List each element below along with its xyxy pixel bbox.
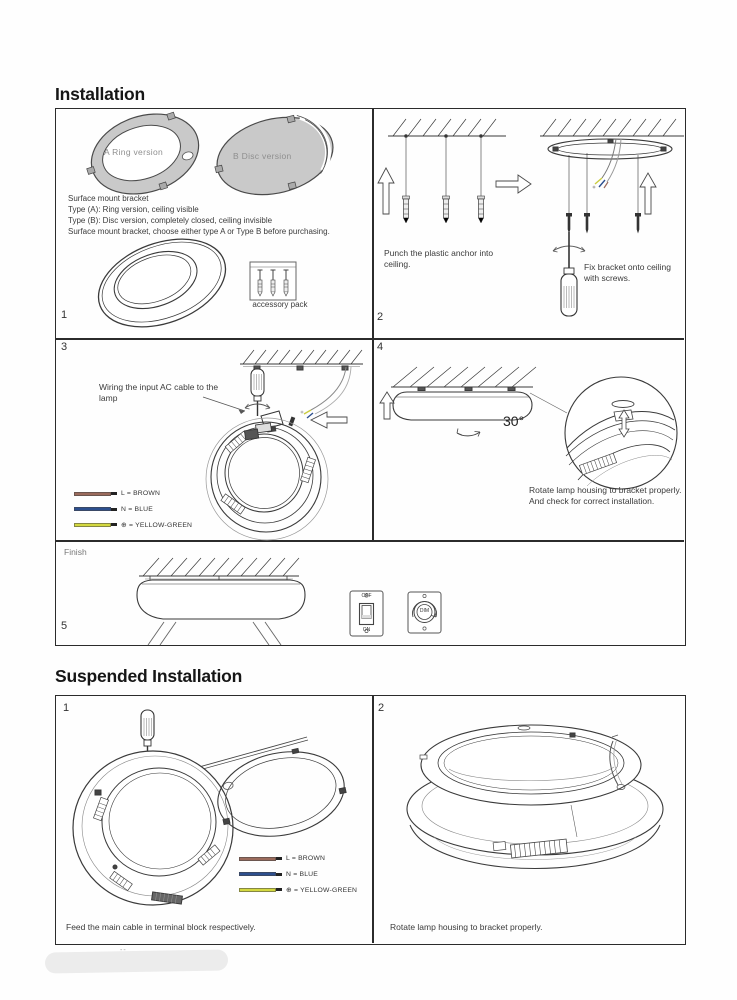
step-number: 3 <box>61 341 68 353</box>
wire-legend-row <box>74 486 192 502</box>
right-arrow-icon <box>496 175 531 193</box>
step-number: 4 <box>377 341 384 353</box>
input-wires <box>593 139 621 188</box>
bracket-a-label: A Ring version <box>104 147 164 157</box>
step-number: 1 <box>61 309 68 321</box>
step-number: 2 <box>378 702 385 714</box>
mounted-bracket-drawing <box>548 139 672 213</box>
suspended-step1-drawing <box>57 697 372 943</box>
wire-tip <box>111 508 117 511</box>
lamp-ring-drawing <box>86 223 237 343</box>
step4-caption: Rotate lamp housing to bracket properly. And check for correct installation. <box>529 485 682 506</box>
step2-caption-right: Fix bracket onto ceiling with screws. <box>584 262 671 283</box>
step2-caption-left: Punch the plastic anchor into ceiling. <box>384 248 494 269</box>
step4-drawing <box>373 340 686 540</box>
ac-cable <box>301 367 351 418</box>
screwdriver-icon <box>245 369 270 416</box>
wire-legend-label: N = BLUE <box>286 870 319 878</box>
wire-legend-label: L = BROWN <box>121 490 161 498</box>
wire-legend-label: ⊕ = YELLOW-GREEN <box>286 886 358 894</box>
lamp-housing-drawing <box>206 418 328 540</box>
wire-legend-row <box>239 882 357 898</box>
wire-legend-label: L = BROWN <box>286 855 326 863</box>
accessory-pack-label: accessory pack <box>252 300 308 309</box>
suspended-step1-caption: Feed the main cable in terminal block respectively. <box>66 922 256 932</box>
switch-on-label: ON <box>362 627 371 633</box>
ceiling-hatch <box>139 558 299 581</box>
up-arrow-icon <box>380 392 394 419</box>
wire-legend-row <box>74 502 192 518</box>
wire-legend-row <box>239 851 357 867</box>
wire-legend-label: ⊕ = YELLOW-GREEN <box>121 521 193 529</box>
left-arrow-icon <box>311 412 347 428</box>
ceiling-hatch <box>240 350 363 370</box>
wire-tip <box>276 888 282 891</box>
step-number: 2 <box>377 311 384 323</box>
detail-leader-line <box>530 393 567 413</box>
step-number: 5 <box>61 620 68 632</box>
bracket-description-line: Surface mount bracket, choose either type A or Type B before purchasing. <box>68 227 330 236</box>
wire-legend <box>74 486 192 533</box>
wire-legend-label: N = BLUE <box>121 505 154 513</box>
wire-tip <box>276 857 282 860</box>
up-arrow-icon <box>640 173 656 214</box>
ceiling-hatch-left <box>388 119 506 136</box>
bracket-description-line: Surface mount bracket <box>68 194 149 203</box>
up-arrow-icon <box>378 168 394 214</box>
rotate-arrow-icon <box>457 429 480 437</box>
yellow-green-wire-swatch <box>239 888 276 892</box>
wire-legend-row <box>74 517 192 533</box>
wire-legend-row <box>239 867 357 883</box>
brown-wire-swatch <box>74 492 111 496</box>
scan-artifact-marks: -- <box>120 947 127 954</box>
installation-heading: Installation <box>55 84 145 104</box>
plastic-anchors <box>403 135 485 223</box>
screws <box>566 213 641 234</box>
bracket-ring-drawing <box>420 725 641 805</box>
blue-wire-swatch <box>239 872 276 876</box>
brown-wire-swatch <box>239 857 276 861</box>
ceiling-hatch <box>391 367 536 391</box>
bracket-description-line: Type (A): Ring version, ceiling visible <box>68 205 199 214</box>
suspended-step2-drawing <box>374 697 685 943</box>
bracket-b-label: B Disc version <box>233 151 292 161</box>
wire-tip <box>276 873 282 876</box>
step2-drawing <box>373 110 686 337</box>
bracket-description-line: Type (B): Disc version, completely closed, ceiling invisible <box>68 216 273 225</box>
finish-label: Finish <box>64 547 87 557</box>
suspended-heading: Suspended Installation <box>55 666 243 686</box>
mounted-lamp-side-view <box>137 580 305 619</box>
dimmer-label: DIM <box>419 608 430 614</box>
blue-wire-swatch <box>74 507 111 511</box>
yellow-green-wire-swatch <box>74 523 111 527</box>
suspended-step2-caption: Rotate lamp housing to bracket properly. <box>390 922 543 932</box>
light-rays <box>148 622 281 645</box>
step3-caption: Wiring the input AC cable to the lamp <box>99 382 219 403</box>
step-number: 1 <box>63 702 70 714</box>
wire-legend <box>239 851 357 898</box>
lamp-housing-drawing <box>73 751 233 905</box>
scan-smudge-artifact <box>45 949 228 973</box>
detail-zoom-circle <box>565 377 677 489</box>
screwdriver-icon <box>553 232 585 316</box>
wire-tip <box>111 492 117 495</box>
switch-off-label: OFF <box>361 593 372 599</box>
wire-tip <box>111 523 117 526</box>
accessory-pack-icon <box>250 262 296 300</box>
ceiling-hatch-right <box>540 119 684 136</box>
rotation-angle: 30° <box>503 413 525 429</box>
